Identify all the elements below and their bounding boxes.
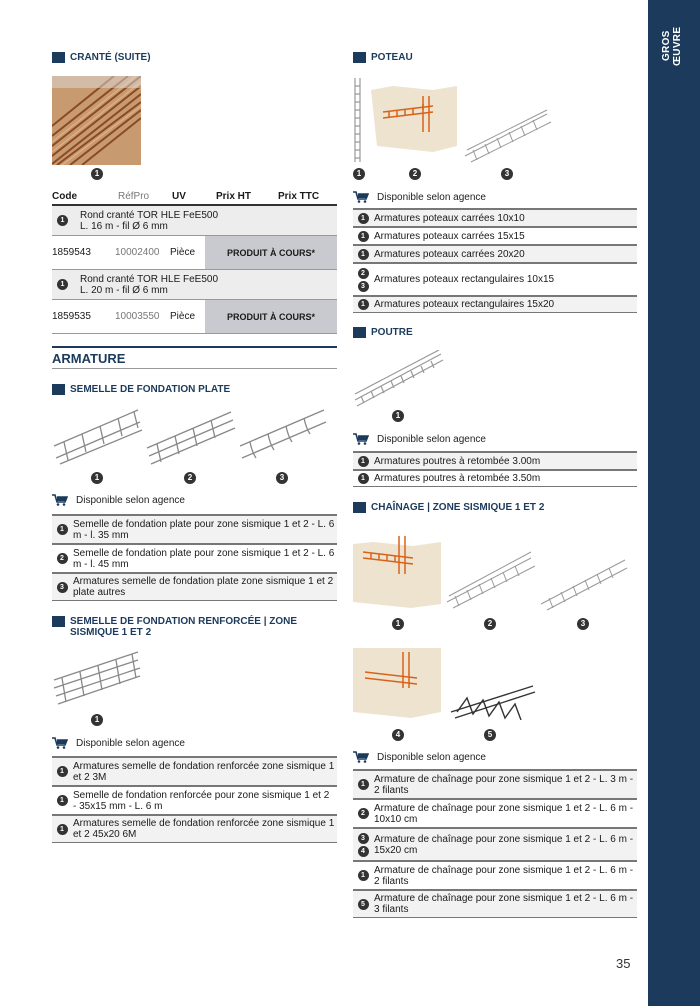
availability-note — [353, 433, 486, 445]
section-heading-poutre — [353, 327, 413, 338]
armature-heading: ARMATURE — [52, 346, 337, 369]
image-number: 1 — [91, 714, 103, 726]
item-text: Armatures semelle de fondation plate zone sismique 1 et 2 plate autres — [73, 576, 334, 598]
list-item — [52, 572, 337, 601]
section-heading-crante — [52, 52, 151, 63]
chainage-list — [353, 769, 637, 918]
heading-marker-icon — [52, 384, 65, 395]
item-line: L. 20 m - fil Ø 6 mm — [80, 284, 168, 296]
poteau-list — [353, 208, 637, 313]
price-badge: PRODUIT À COURS* — [205, 300, 337, 333]
chainage-images-top — [353, 528, 633, 616]
section-title: SEMELLE DE FONDATION PLATE — [70, 384, 231, 395]
table-row-desc — [52, 270, 337, 300]
item-text: Semelle de fondation plate pour zone sismique 1 et 2 - L. 6 m - l. 45 mm — [73, 547, 335, 570]
image-number: 2 — [184, 472, 196, 484]
cart-icon — [353, 433, 369, 445]
table-row-desc — [52, 206, 337, 236]
image-number: 1 — [91, 472, 103, 484]
availability-note — [353, 191, 486, 203]
table-row — [52, 300, 337, 334]
availability-text: Disponible selon agence — [377, 751, 486, 763]
list-item — [52, 785, 337, 814]
poutre-image — [353, 350, 445, 408]
heading-marker-icon — [52, 52, 65, 63]
item-text: Armatures semelle de fondation renforcée zone sismique 1 et 2 45x20 6M — [73, 818, 335, 840]
sidebar-band — [648, 0, 700, 1006]
item-text: Armature de chaînage pour zone sismique 1 et 2 - L. 6 m - 3 filants — [374, 893, 634, 915]
availability-text: Disponible selon agence — [377, 191, 486, 203]
cart-icon — [52, 737, 68, 749]
item-text: Armatures poteaux rectangulaires 10x15 — [374, 274, 555, 285]
cart-icon — [353, 191, 369, 203]
image-number: 2 — [484, 618, 496, 630]
item-number: 3 — [57, 582, 68, 593]
item-number: 1 — [57, 215, 68, 226]
list-item — [353, 226, 637, 244]
item-number: 1 — [358, 249, 369, 260]
image-number: 5 — [484, 729, 496, 741]
poutre-list — [353, 451, 637, 487]
list-item — [52, 543, 337, 572]
section-title: CRANTÉ (SUITE) — [70, 52, 151, 63]
list-item — [353, 827, 637, 860]
item-number: 1 — [358, 213, 369, 224]
list-item — [52, 814, 337, 843]
list-item — [353, 889, 637, 918]
availability-text: Disponible selon agence — [377, 433, 486, 445]
item-line: Rond cranté TOR HLE FeE500 — [80, 209, 219, 221]
heading-marker-icon — [353, 327, 366, 338]
item-number: 5 — [358, 899, 369, 910]
section-heading-chainage — [353, 502, 544, 513]
col-ht: Prix HT — [216, 190, 252, 202]
item-number: 1 — [57, 824, 68, 835]
list-item — [353, 295, 637, 313]
item-text: Armature de chaînage pour zone sismique 1 et 2 - L. 6 m - 10x10 cm — [374, 802, 634, 825]
item-text: Armature de chaînage pour zone sismique 1 et 2 - L. 3 m - 2 filants — [374, 773, 634, 796]
item-line: L. 16 m - fil Ø 6 mm — [80, 220, 168, 232]
poteau-images — [353, 76, 553, 164]
image-number: 3 — [501, 168, 513, 180]
availability-note — [52, 494, 185, 506]
availability-text: Disponible selon agence — [76, 494, 185, 506]
table-row — [52, 236, 337, 270]
heading-marker-icon — [353, 502, 366, 513]
item-number: 1 — [57, 524, 68, 535]
item-code: 1859535 — [52, 311, 91, 322]
col-uv: UV — [172, 190, 186, 202]
semelle-list — [52, 514, 337, 601]
item-number: 1 — [57, 795, 68, 806]
page-number: 35 — [616, 956, 631, 971]
item-number: 1 — [358, 870, 369, 881]
image-number: 2 — [409, 168, 421, 180]
item-number: 1 — [358, 473, 369, 484]
image-number: 3 — [577, 618, 589, 630]
col-ref: RéfPro — [118, 190, 150, 202]
sidebar-label: GROS ŒUVRE — [661, 26, 683, 66]
image-number: 1 — [392, 618, 404, 630]
list-item — [52, 756, 337, 785]
section-heading-renforcee — [52, 616, 337, 638]
list-item — [353, 208, 637, 226]
renforcee-image — [52, 650, 142, 708]
section-title: POTEAU — [371, 52, 413, 63]
item-ref: 10003550 — [115, 311, 160, 322]
section-heading-semelle — [52, 384, 230, 395]
item-number: 1 — [358, 779, 369, 790]
item-number: 1 — [358, 231, 369, 242]
section-heading-poteau — [353, 52, 413, 63]
item-number: 1 — [358, 456, 369, 467]
list-item — [353, 798, 637, 827]
item-text: Armatures poteaux rectangulaires 15x20 — [374, 299, 555, 310]
semelle-images — [52, 406, 332, 468]
heading-marker-icon — [353, 52, 366, 63]
item-number: 2 — [358, 268, 369, 279]
item-uv: Pièce — [170, 247, 196, 258]
item-number: 1 — [57, 279, 68, 290]
item-number: 3 — [358, 281, 369, 292]
image-number: 4 — [392, 729, 404, 741]
list-item — [353, 262, 637, 295]
item-code: 1859543 — [52, 247, 91, 258]
list-item — [353, 451, 637, 469]
item-text: Armature de chaînage pour zone sismique 1 et 2 - L. 6 m - 15x20 cm — [374, 833, 634, 856]
image-number: 1 — [353, 168, 365, 180]
image-number: 1 — [392, 410, 404, 422]
item-text: Armatures poteaux carrées 20x20 — [374, 248, 525, 260]
rebar-bundle-image — [52, 76, 141, 165]
item-text: Semelle de fondation renforcée pour zone sismique 1 et 2 - 35x15 mm - L. 6 m — [73, 789, 330, 812]
item-text: Semelle de fondation plate pour zone sismique 1 et 2 - L. 6 m - l. 35 mm — [73, 518, 335, 541]
cart-icon — [52, 494, 68, 506]
table-header — [52, 188, 337, 206]
heading-marker-icon — [52, 616, 65, 627]
item-text: Armatures poutres à retombée 3.50m — [374, 473, 541, 484]
availability-text: Disponible selon agence — [76, 737, 185, 749]
chainage-images-bottom — [353, 648, 537, 720]
item-ref: 10002400 — [115, 247, 160, 258]
list-item — [353, 860, 637, 889]
availability-note — [52, 737, 185, 749]
cart-icon — [353, 751, 369, 763]
renforcee-list — [52, 756, 337, 843]
price-badge: PRODUIT À COURS* — [205, 236, 337, 269]
item-number: 1 — [57, 766, 68, 777]
list-item — [353, 244, 637, 262]
list-item — [52, 514, 337, 543]
item-line: Rond cranté TOR HLE FeE500 — [80, 273, 219, 285]
availability-note — [353, 751, 486, 763]
item-text: Armatures poteaux carrées 15x15 — [374, 230, 525, 242]
section-title: CHAÎNAGE | ZONE SISMIQUE 1 ET 2 — [371, 502, 545, 513]
item-number: 1 — [358, 299, 369, 310]
col-ttc: Prix TTC — [278, 190, 320, 202]
image-number: 3 — [276, 472, 288, 484]
price-table — [52, 188, 337, 334]
item-text: Armature de chaînage pour zone sismique 1 et 2 - L. 6 m - 2 filants — [374, 864, 634, 887]
item-text: Armatures semelle de fondation renforcée zone sismique 1 et 2 3M — [73, 760, 335, 783]
section-title: POUTRE — [371, 327, 413, 338]
item-uv: Pièce — [170, 311, 196, 322]
item-text: Armatures poutres à retombée 3.00m — [374, 455, 541, 467]
item-number: 4 — [358, 846, 369, 857]
item-text: Armatures poteaux carrées 10x10 — [374, 212, 525, 224]
item-number: 3 — [358, 833, 369, 844]
item-number: 2 — [57, 553, 68, 564]
item-number: 2 — [358, 808, 369, 819]
list-item — [353, 769, 637, 798]
section-title: SEMELLE DE FONDATION RENFORCÉE | ZONE SISMIQUE 1 ET 2 — [70, 616, 298, 638]
list-item — [353, 469, 637, 487]
col-code: Code — [52, 190, 77, 202]
image-number: 1 — [91, 168, 103, 180]
